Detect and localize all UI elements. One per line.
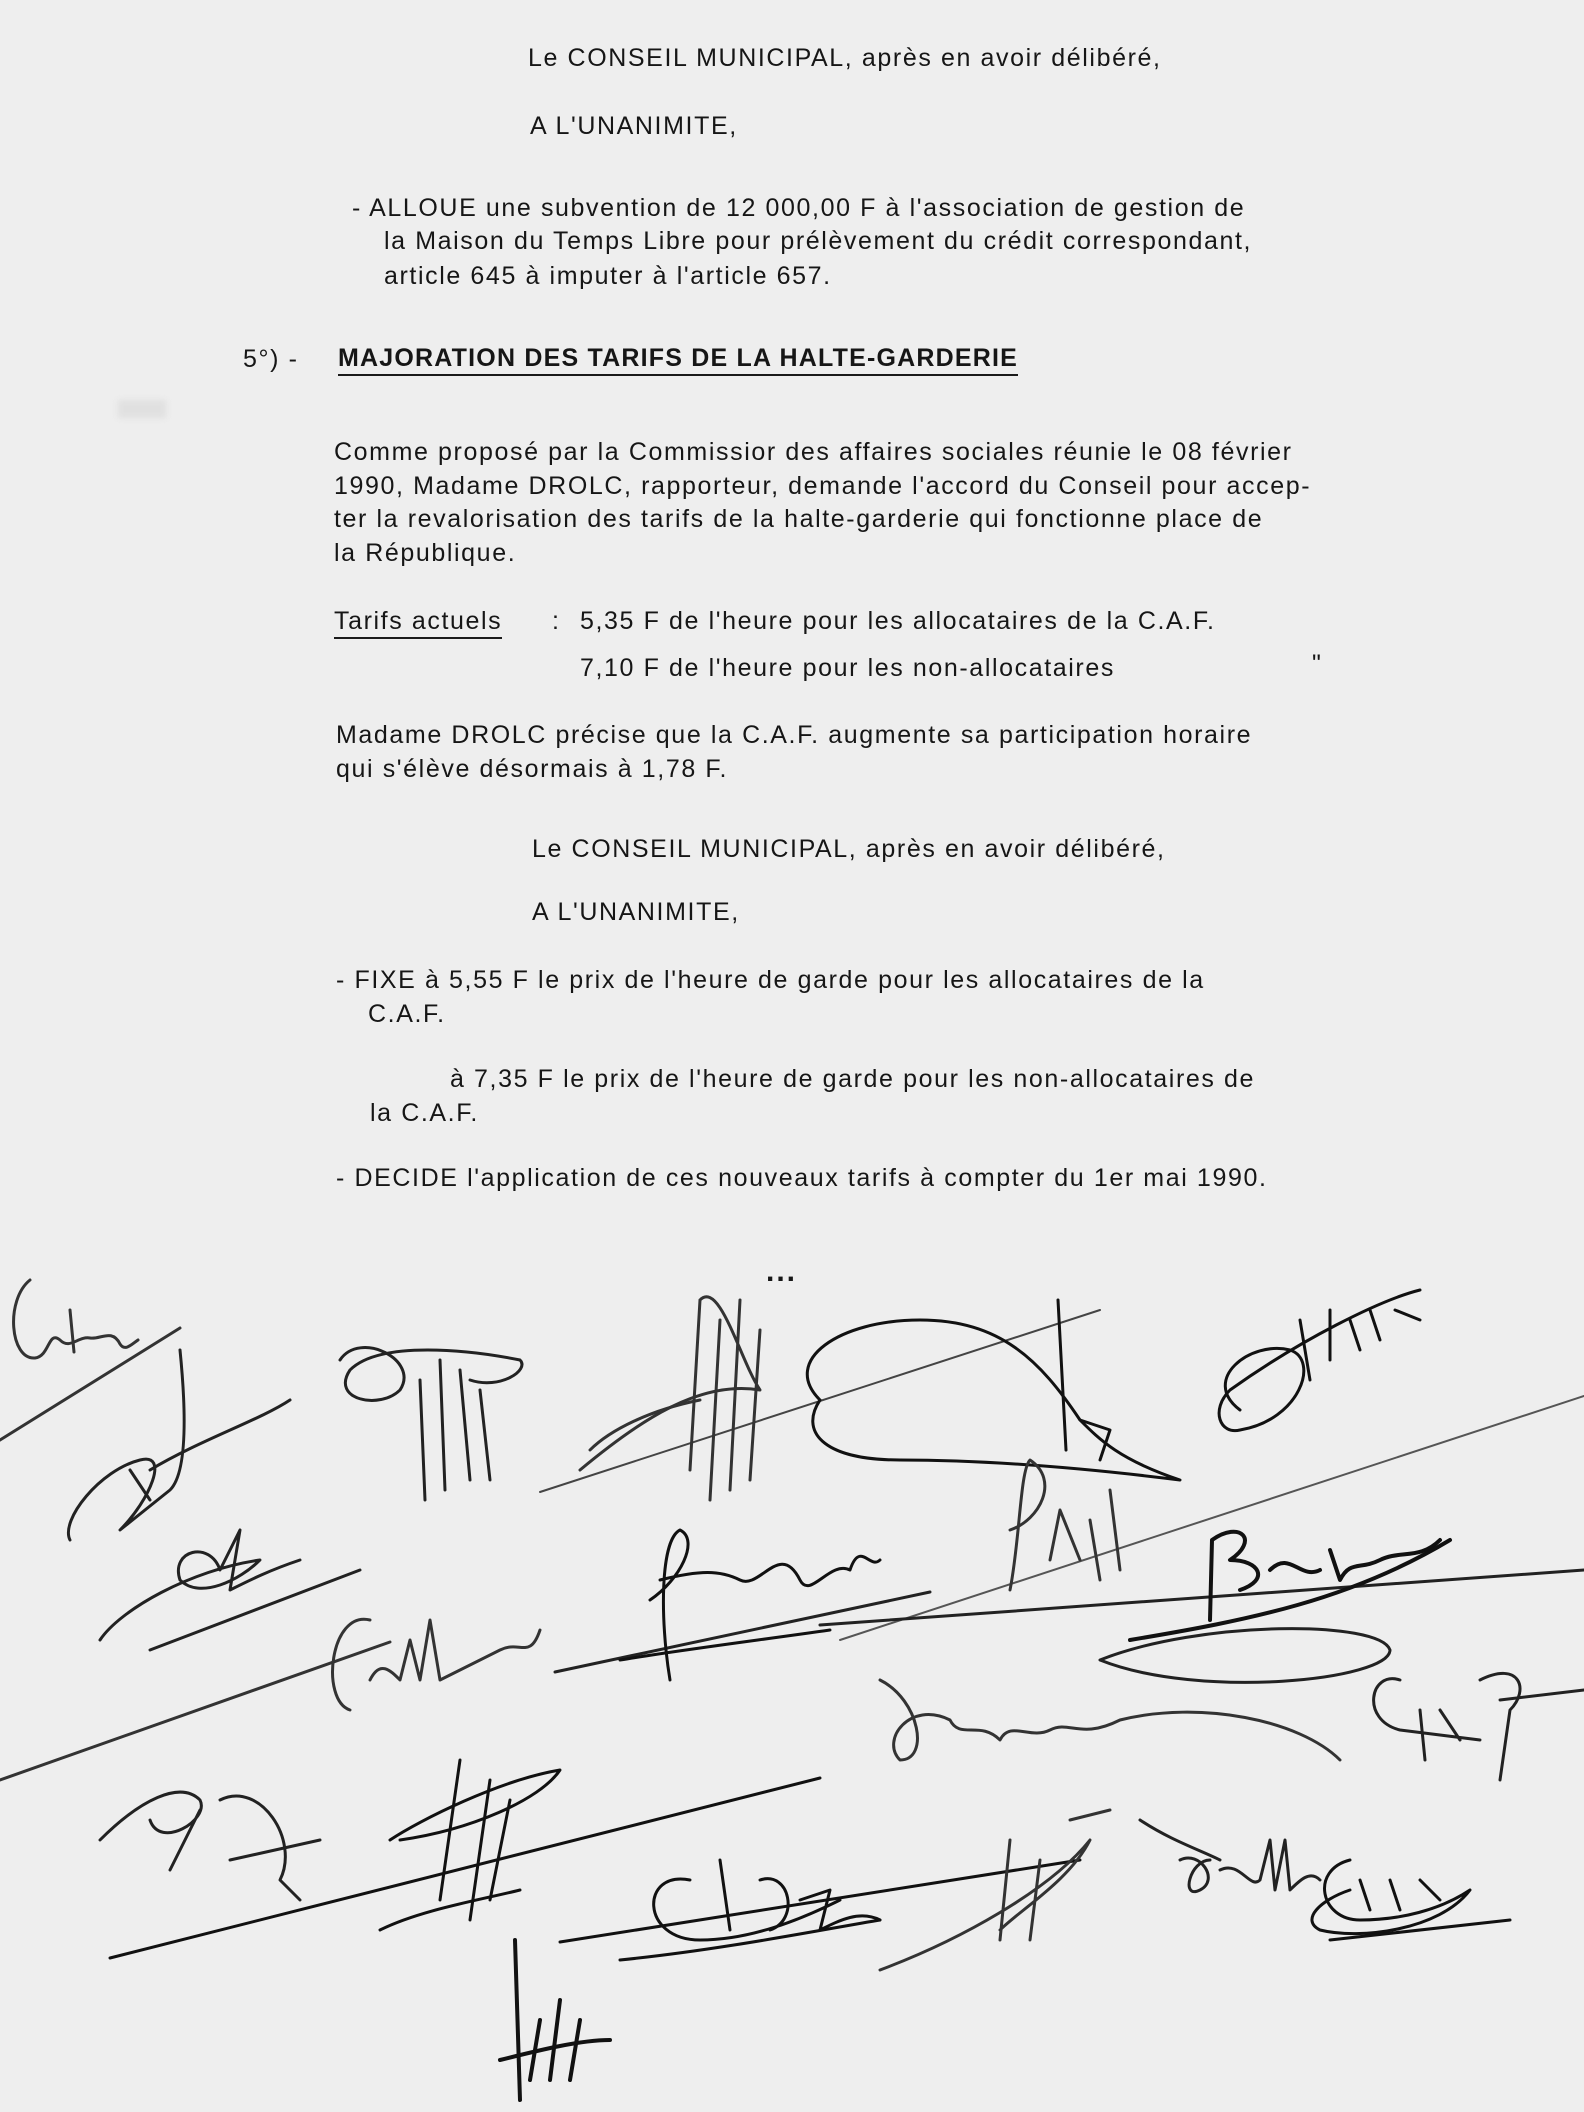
fixe-line-1: - FIXE à 5,55 F le prix de l'heure de garde pour les allocataires de la <box>336 966 1205 994</box>
intro-line-1: Comme proposé par la Commissior des affaires sociales réunie le 08 février <box>334 438 1293 466</box>
signature <box>880 1810 1110 1970</box>
second-rate-line-1: à 7,35 F le prix de l'heure de garde pour les non-allocataires de <box>450 1065 1256 1093</box>
signature <box>1219 1290 1420 1431</box>
signature <box>1140 1820 1320 1892</box>
council-deliberation-2: Le CONSEIL MUNICIPAL, après en avoir délibéré, <box>532 835 1166 863</box>
signature <box>807 1300 1180 1480</box>
second-rate-line-2: la C.A.F. <box>370 1099 479 1127</box>
alloue-line-1: - ALLOUE une subvention de 12 000,00 F à l'association de gestion de <box>352 194 1246 222</box>
signature <box>500 1940 610 2100</box>
signature <box>68 1350 290 1540</box>
ellipsis: ... <box>766 1255 798 1288</box>
signature <box>380 1760 560 1930</box>
signature <box>340 1348 522 1500</box>
intro-line-4: la République. <box>334 539 517 567</box>
alloue-line-3: article 645 à imputer à l'article 657. <box>384 262 832 290</box>
signature <box>1010 1460 1120 1590</box>
signature <box>1312 1860 1510 1940</box>
caf-line-2: qui s'élève désormais à 1,78 F. <box>336 755 729 783</box>
fixe-line-2: C.A.F. <box>368 1000 446 1028</box>
signature <box>100 1792 320 1900</box>
tarifs-label: Tarifs actuels <box>334 607 502 639</box>
signature <box>880 1680 1340 1760</box>
signature <box>620 1860 880 1960</box>
unanimity-1: A L'UNANIMITE, <box>530 112 738 140</box>
alloue-line-2: la Maison du Temps Libre pour prélèvement du crédit correspondant, <box>384 227 1253 255</box>
section-number: 5°) - <box>243 345 299 373</box>
signature <box>100 1530 360 1650</box>
signatures-block <box>0 1240 1584 2112</box>
scan-smudge <box>118 400 166 418</box>
signature <box>333 1619 540 1710</box>
ditto-mark: " <box>1312 650 1323 678</box>
signature-stroke <box>555 1592 930 1672</box>
signature <box>620 1530 880 1680</box>
section-title: MAJORATION DES TARIFS DE LA HALTE-GARDERIE <box>338 344 1018 376</box>
signature <box>14 1280 138 1358</box>
signature-stroke <box>0 1642 390 1780</box>
unanimity-2: A L'UNANIMITE, <box>532 898 740 926</box>
caf-line-1: Madame DROLC précise que la C.A.F. augmente sa participation horaire <box>336 721 1253 749</box>
tarifs-separator: : <box>552 607 561 635</box>
signature <box>1374 1673 1584 1780</box>
signature <box>1130 1532 1450 1640</box>
tarif-caf: 5,35 F de l'heure pour les allocataires de la C.A.F. <box>580 607 1216 635</box>
signature-stroke <box>820 1570 1584 1625</box>
intro-line-3: ter la revalorisation des tarifs de la halte-garderie qui fonctionne place de <box>334 505 1264 533</box>
intro-line-2: 1990, Madame DROLC, rapporteur, demande l'accord du Conseil pour accep- <box>334 472 1312 500</box>
decide-line: - DECIDE l'application de ces nouveaux tarifs à compter du 1er mai 1990. <box>336 1164 1268 1192</box>
tarif-non-caf: 7,10 F de l'heure pour les non-allocataires <box>580 654 1115 682</box>
signature-stroke <box>0 1328 180 1440</box>
council-deliberation-1: Le CONSEIL MUNICIPAL, après en avoir délibéré, <box>528 44 1162 72</box>
signature-stroke <box>110 1778 820 1958</box>
